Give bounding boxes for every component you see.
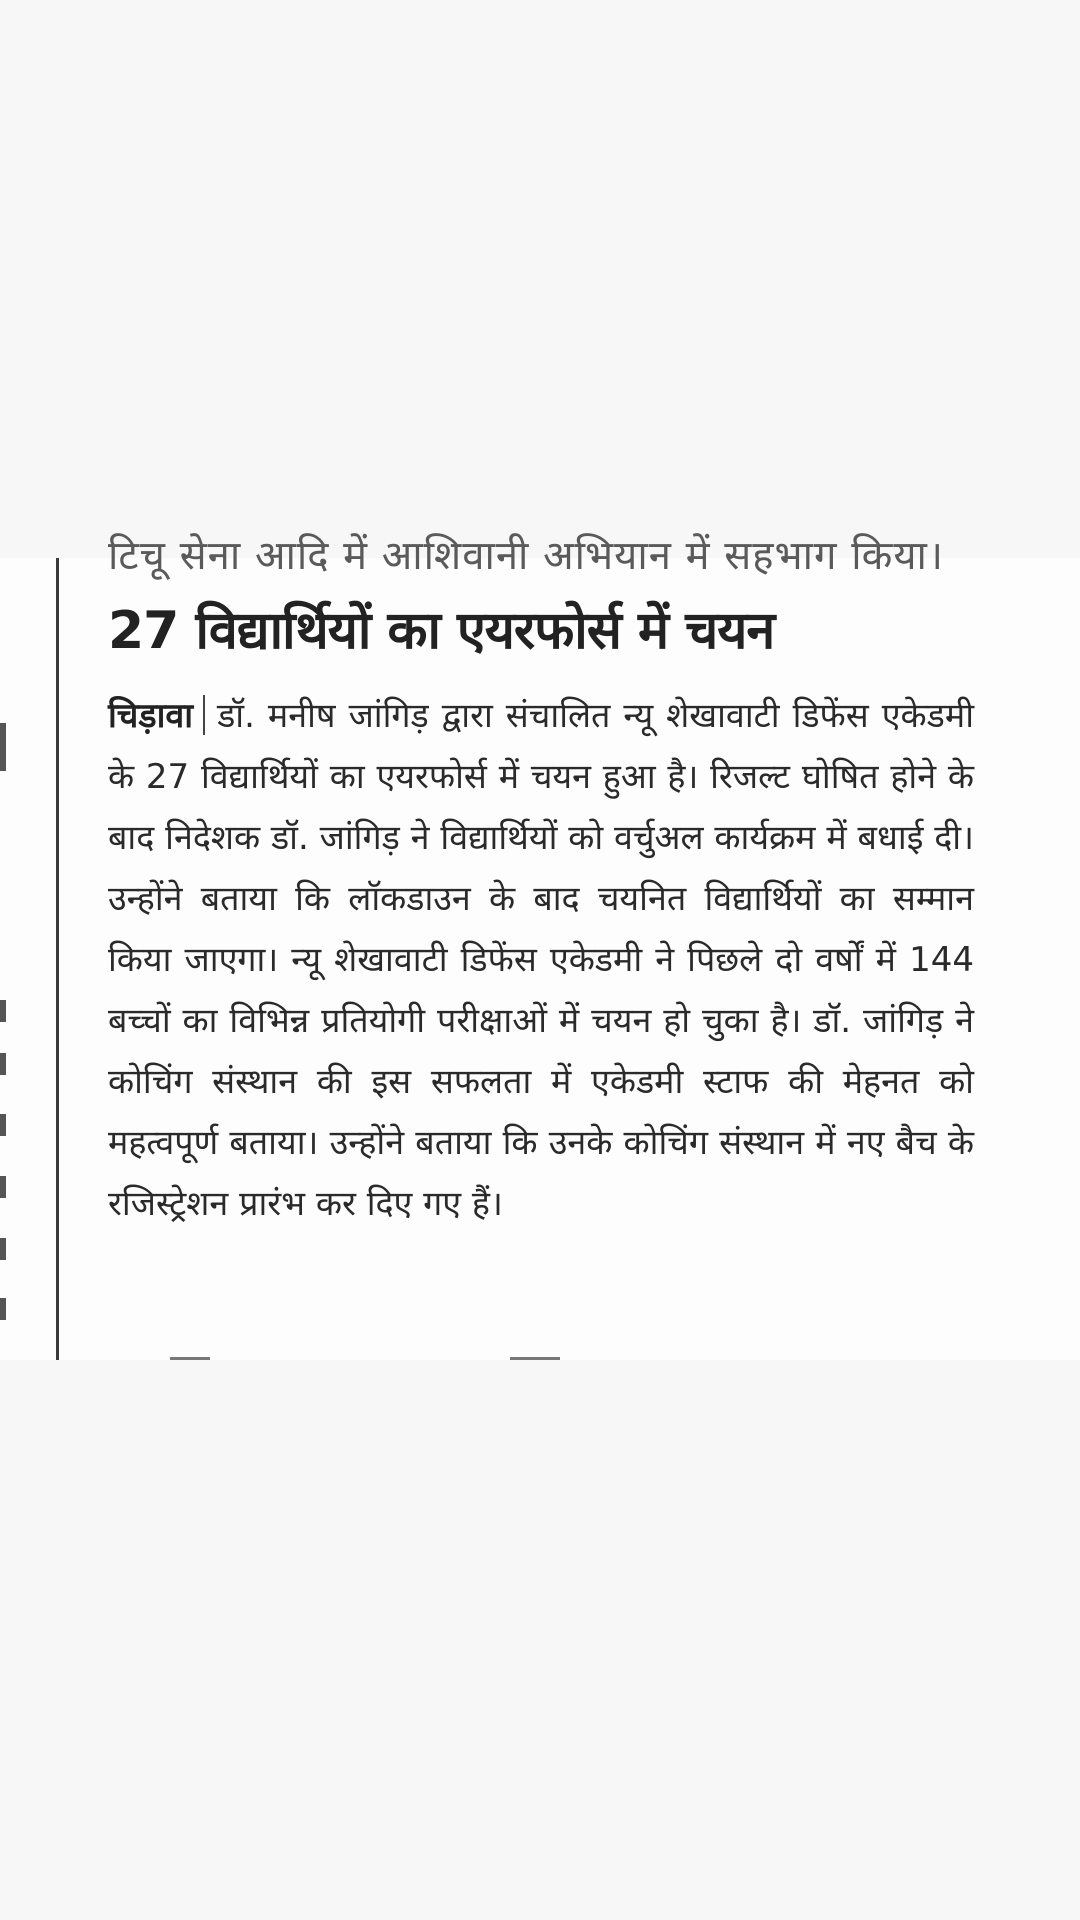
adjacent-column-fragments (0, 558, 14, 1360)
article-text: डॉ. मनीष जांगिड़ द्वारा संचालित न्यू शेखावाटी डिफेंस एकेडमी के 27 विद्यार्थियों का एयरफोर्स में चयन हुआ है। रिजल्ट घोषित होने के बाद निदेशक डॉ. जांगिड़ ने विद्यार्थियों को वर्चुअल कार्यक्रम में बधाई दी। उन्होंने बताया कि लॉकडाउन के बाद चयनित विद्यार्थियों का सम्मान किया जाएगा। न्यू शेखावाटी डिफेंस एकेडमी ने पिछले दो वर्षों में 144 बच्चों का विभिन्न प्रतियोगी परीक्षाओं में चयन हो चुका है। डॉ. जांगिड़ ने कोचिंग संस्थान की इस सफलता में एकेडमी स्टाफ की मेहनत को महत्वपूर्ण बताया। उन्होंने बताया कि उनके कोचिंग संस्थान में नए बैच के रजिस्ट्रेशन प्रारंभ कर दिए गए हैं। (108, 696, 974, 1224)
article-headline: 27 विद्यार्थियों का एयरफोर्स में चयन (108, 601, 775, 661)
fragment-mark (0, 1114, 6, 1136)
news-article (108, 533, 974, 1360)
fragment-mark (0, 723, 6, 771)
article-dateline: चिड़ावा (108, 696, 194, 736)
dateline-divider (203, 695, 205, 735)
fragment-mark (0, 1298, 6, 1320)
cut-off-ink (510, 1357, 560, 1360)
fragment-mark (0, 1238, 6, 1260)
newspaper-clipping (0, 533, 1080, 1360)
cut-off-next-line (40, 1356, 560, 1360)
column-rule (56, 558, 59, 1360)
fragment-mark (0, 1000, 6, 1022)
fragment-mark (0, 1053, 6, 1075)
article-body (108, 686, 974, 1235)
cut-off-ink (170, 1357, 210, 1360)
fragment-mark (0, 1176, 6, 1198)
cut-off-previous-line: टिचू सेना आदि में आशिवानी अभियान में सहभाग किया। (108, 533, 945, 579)
